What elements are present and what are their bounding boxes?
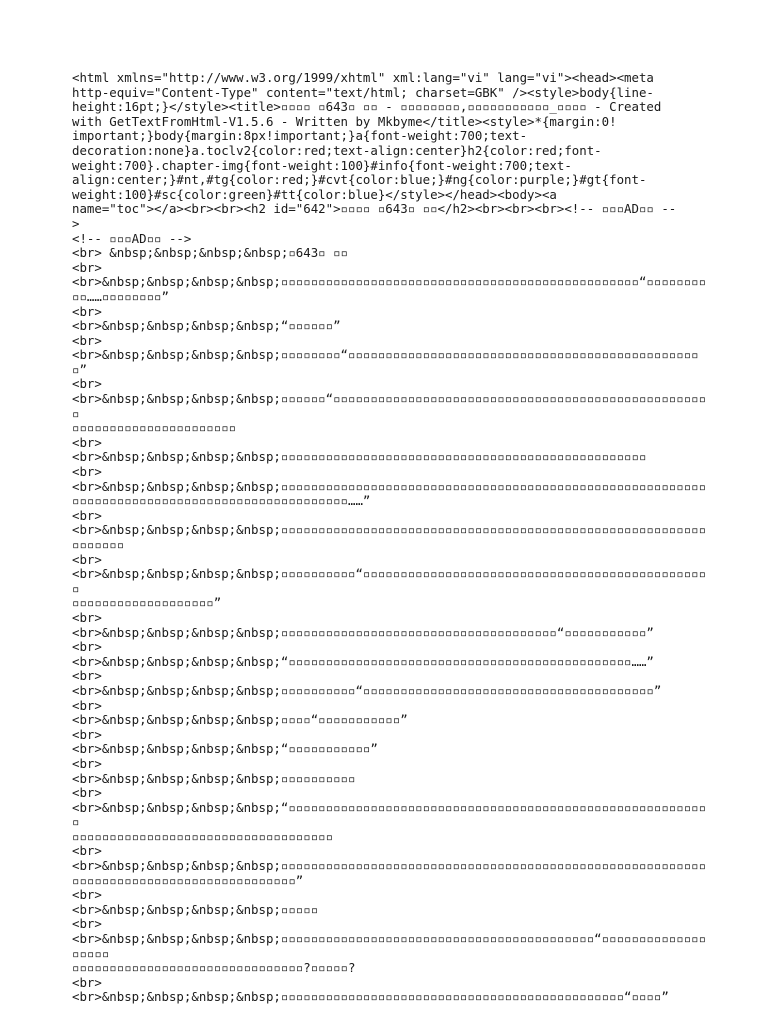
text-line: weight:100}#sc{color:green}#tt{color:blue}</style></head><body><a: [72, 186, 557, 202]
text-line: <br>&nbsp;&nbsp;&nbsp;&nbsp;“▫▫▫▫▫▫▫▫▫▫▫▫▫▫▫▫▫▫▫▫▫▫▫▫▫▫▫▫▫▫▫▫▫▫▫▫▫▫▫▫▫▫▫▫▫▫……”: [72, 653, 654, 669]
text-line: <br> &nbsp;&nbsp;&nbsp;&nbsp;▫643▫ ▫▫: [72, 245, 349, 261]
text-line: <br>: [72, 303, 102, 319]
text-line: <br>&nbsp;&nbsp;&nbsp;&nbsp;“▫▫▫▫▫▫▫▫▫▫▫▫▫▫▫▫▫▫▫▫▫▫▫▫▫▫▫▫▫▫▫▫▫▫▫▫▫▫▫▫▫▫▫▫▫▫▫▫▫▫▫▫▫▫▫▫▫: [72, 799, 707, 830]
text-line: with GetTextFromHtml-V1.5.6 - Written by Mkbyme</title><style>*{margin:0!: [72, 113, 617, 129]
text-line: <br>: [72, 726, 102, 742]
text-line: <br>&nbsp;&nbsp;&nbsp;&nbsp;▫▫▫▫“▫▫▫▫▫▫▫▫▫▫▫”: [72, 712, 408, 728]
text-line: http-equiv="Content-Type" content="text/html; charset=GBK" /><style>body{line-: [72, 84, 654, 100]
text-line: <br>: [72, 259, 102, 275]
text-line: <br>&nbsp;&nbsp;&nbsp;&nbsp;“▫▫▫▫▫▫▫▫▫▫▫”: [72, 741, 378, 757]
text-line: <!-- ▫▫▫AD▫▫ -->: [72, 230, 192, 246]
text-line: <br>: [72, 551, 102, 567]
text-line: <br>: [72, 609, 102, 625]
text-line: <br>&nbsp;&nbsp;&nbsp;&nbsp;“▫▫▫▫▫▫”: [72, 318, 341, 334]
text-line: <br>&nbsp;&nbsp;&nbsp;&nbsp;▫▫▫▫▫▫▫▫▫▫▫▫▫▫▫▫▫▫▫▫▫▫▫▫▫▫▫▫▫▫▫▫▫▫▫▫▫“▫▫▫▫▫▫▫▫▫▫▫”: [72, 624, 654, 640]
text-line: <br>&nbsp;&nbsp;&nbsp;&nbsp;▫▫▫▫▫▫▫▫▫▫▫▫▫▫▫▫▫▫▫▫▫▫▫▫▫▫▫▫▫▫▫▫▫▫▫▫▫▫▫▫▫▫▫▫▫▫“▫▫▫▫”: [72, 989, 669, 1005]
text-line: ▫▫▫▫▫▫▫: [72, 537, 125, 552]
text-line: <br>&nbsp;&nbsp;&nbsp;&nbsp;▫▫▫▫▫▫▫▫“▫▫▫▫▫▫▫▫▫▫▫▫▫▫▫▫▫▫▫▫▫▫▫▫▫▫▫▫▫▫▫▫▫▫▫▫▫▫▫▫▫▫▫▫▫▫▫▫”: [72, 347, 699, 377]
text-line: <br>&nbsp;&nbsp;&nbsp;&nbsp;▫▫▫▫▫▫▫▫▫▫▫▫▫▫▫▫▫▫▫▫▫▫▫▫▫▫▫▫▫▫▫▫▫▫▫▫▫▫▫▫▫▫“▫▫▫▫▫▫▫▫▫▫▫▫▫▫▫▫▫▫▫: [72, 931, 707, 961]
text-line: <br>&nbsp;&nbsp;&nbsp;&nbsp;▫▫▫▫▫▫▫▫▫▫▫▫▫▫▫▫▫▫▫▫▫▫▫▫▫▫▫▫▫▫▫▫▫▫▫▫▫▫▫▫▫▫▫▫▫▫▫▫▫▫▫▫▫▫▫▫▫: [72, 522, 707, 538]
text-line: ▫▫▫▫▫▫▫▫▫▫▫▫▫▫▫▫▫▫▫▫▫▫▫▫▫▫▫▫▫▫▫?▫▫▫▫▫?: [72, 960, 356, 976]
text-line: height:16pt;}</style><title>▫▫▫▫ ▫643▫ ▫▫ - ▫▫▫▫▫▫▫▫,▫▫▫▫▫▫▫▫▫▫▫_▫▫▫▫ - Created: [72, 99, 662, 115]
text-line: <br>: [72, 887, 102, 903]
text-line: ▫▫▫▫▫▫▫▫▫▫▫▫▫▫▫▫▫▫▫▫▫▫▫▫▫▫▫▫▫▫”: [72, 872, 304, 888]
text-line: <br>: [72, 785, 102, 801]
text-line: <br>&nbsp;&nbsp;&nbsp;&nbsp;▫▫▫▫▫: [72, 901, 319, 917]
document-source-text: [72, 71, 712, 1005]
text-line: >: [72, 215, 80, 231]
text-line: weight:700}.chapter-img{font-weight:100}#info{font-weight:700;text-: [72, 157, 572, 173]
text-line: <br>&nbsp;&nbsp;&nbsp;&nbsp;▫▫▫▫▫▫▫▫▫▫“▫▫▫▫▫▫▫▫▫▫▫▫▫▫▫▫▫▫▫▫▫▫▫▫▫▫▫▫▫▫▫▫▫▫▫▫▫▫▫”: [72, 682, 662, 698]
text-line: <br>: [72, 668, 102, 684]
text-line: <br>&nbsp;&nbsp;&nbsp;&nbsp;▫▫▫▫▫▫▫▫▫▫“▫▫▫▫▫▫▫▫▫▫▫▫▫▫▫▫▫▫▫▫▫▫▫▫▫▫▫▫▫▫▫▫▫▫▫▫▫▫▫▫▫▫▫▫▫▫▫: [72, 566, 707, 596]
text-line: ▫▫▫▫▫▫▫▫▫▫▫▫▫▫▫▫▫▫▫▫▫▫▫▫▫▫▫▫▫▫▫▫▫▫▫▫▫……”: [72, 493, 371, 509]
text-line: <br>&nbsp;&nbsp;&nbsp;&nbsp;▫▫▫▫▫▫▫▫▫▫: [72, 770, 356, 786]
text-line: ▫▫▫▫▫▫▫▫▫▫▫▫▫▫▫▫▫▫▫▫▫▫▫▫▫▫▫▫▫▫▫▫▫▫▫: [72, 828, 334, 844]
text-line: <br>&nbsp;&nbsp;&nbsp;&nbsp;▫▫▫▫▫▫▫▫▫▫▫▫▫▫▫▫▫▫▫▫▫▫▫▫▫▫▫▫▫▫▫▫▫▫▫▫▫▫▫▫▫▫▫▫▫▫▫▫▫: [72, 449, 647, 465]
text-line: align:center;}#nt,#tg{color:red;}#cvt{color:blue;}#ng{color:purple;}#gt{font-: [72, 172, 647, 188]
text-line: ▫▫……▫▫▫▫▫▫▫▫”: [72, 288, 169, 304]
text-line: <br>: [72, 507, 102, 523]
text-line: ▫▫▫▫▫▫▫▫▫▫▫▫▫▫▫▫▫▫▫”: [72, 595, 222, 611]
text-line: decoration:none}a.toclv2{color:red;text-align:center}h2{color:red;font-: [72, 142, 602, 158]
text-line: <br>: [72, 332, 102, 348]
text-line: <html xmlns="http://www.w3.org/1999/xhtml" xml:lang="vi" lang="vi"><head><meta: [72, 70, 654, 85]
text-line: <br>: [72, 755, 102, 771]
text-line: <br>: [72, 843, 102, 859]
text-line: <br>&nbsp;&nbsp;&nbsp;&nbsp;▫▫▫▫▫▫▫▫▫▫▫▫▫▫▫▫▫▫▫▫▫▫▫▫▫▫▫▫▫▫▫▫▫▫▫▫▫▫▫▫▫▫▫▫▫▫▫▫“▫▫▫▫▫▫▫▫: [72, 274, 707, 290]
text-line: <br>: [72, 434, 102, 450]
text-line: <br>&nbsp;&nbsp;&nbsp;&nbsp;▫▫▫▫▫▫▫▫▫▫▫▫▫▫▫▫▫▫▫▫▫▫▫▫▫▫▫▫▫▫▫▫▫▫▫▫▫▫▫▫▫▫▫▫▫▫▫▫▫▫▫▫▫▫▫▫▫: [72, 478, 707, 494]
text-line: <br>: [72, 916, 102, 932]
text-line: <br>: [72, 464, 102, 480]
text-line: <br>: [72, 376, 102, 392]
text-line: ▫▫▫▫▫▫▫▫▫▫▫▫▫▫▫▫▫▫▫▫▫▫: [72, 420, 237, 436]
text-line: <br>: [72, 974, 102, 990]
text-line: <br>&nbsp;&nbsp;&nbsp;&nbsp;▫▫▫▫▫▫▫▫▫▫▫▫▫▫▫▫▫▫▫▫▫▫▫▫▫▫▫▫▫▫▫▫▫▫▫▫▫▫▫▫▫▫▫▫▫▫▫▫▫▫▫▫▫▫▫▫▫: [72, 858, 707, 874]
text-line: <br>: [72, 697, 102, 713]
text-line: name="toc"></a><br><br><h2 id="642">▫▫▫▫ ▫643▫ ▫▫</h2><br><br><br><!-- ▫▫▫AD▫▫ --: [72, 201, 677, 217]
text-line: <br>: [72, 639, 102, 655]
text-line: <br>&nbsp;&nbsp;&nbsp;&nbsp;▫▫▫▫▫▫“▫▫▫▫▫▫▫▫▫▫▫▫▫▫▫▫▫▫▫▫▫▫▫▫▫▫▫▫▫▫▫▫▫▫▫▫▫▫▫▫▫▫▫▫▫▫▫▫▫▫▫: [72, 391, 707, 421]
text-line: important;}body{margin:8px!important;}a{font-weight:700;text-: [72, 128, 528, 144]
